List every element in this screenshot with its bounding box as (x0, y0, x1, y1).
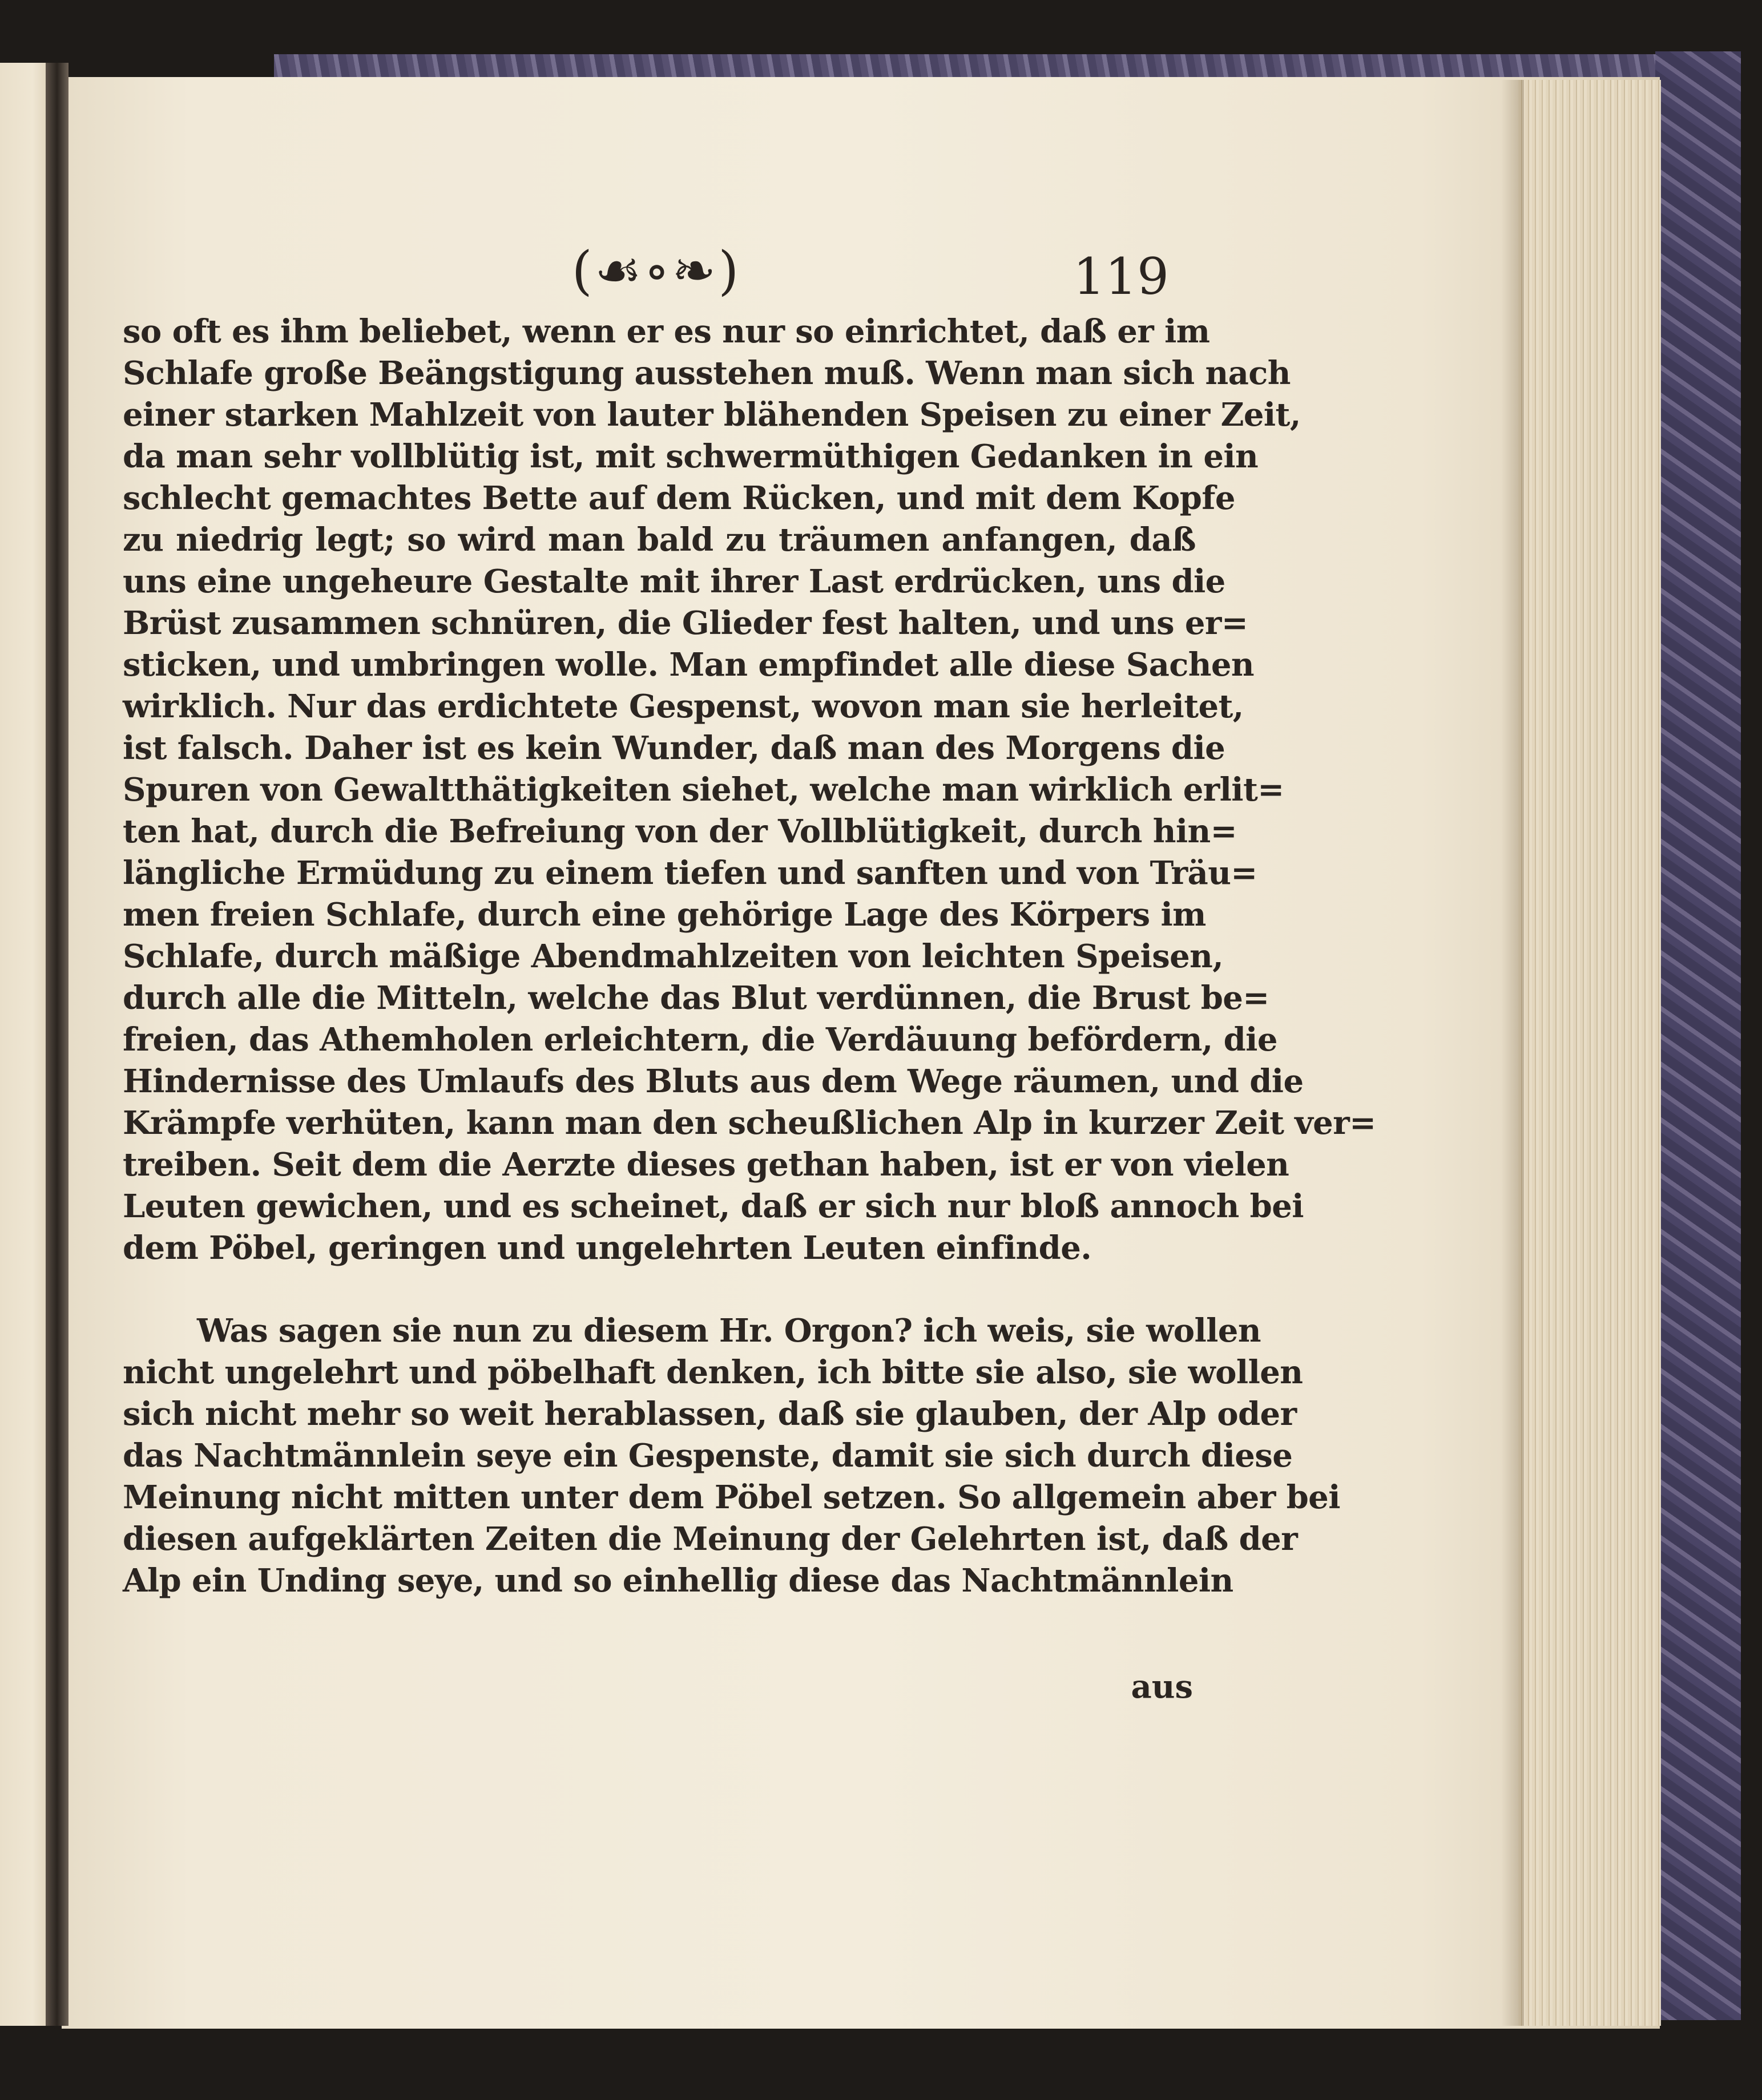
book-cover-right (1655, 51, 1741, 2020)
text-line: da man sehr vollblütig ist, mit schwermüthigen Gedanken in ein (123, 438, 1259, 475)
page-edge-stack (1518, 80, 1661, 2026)
text-line: ten hat, durch die Befreiung von der Vollblütigkeit, durch hin= (123, 813, 1237, 850)
text-line: men freien Schlafe, durch eine gehörige Lage des Körpers im (123, 896, 1206, 934)
text-line: Alp ein Unding seye, und so einhellig diese das Nachtmännlein (123, 1562, 1233, 1600)
text-line: Meinung nicht mitten unter dem Pöbel setzen. So allgemein aber bei (123, 1479, 1340, 1516)
text-line: nicht ungelehrt und pöbelhaft denken, ich bitte sie also, sie wollen (123, 1354, 1303, 1391)
text-line: längliche Ermüdung zu einem tiefen und sanften und von Träu= (123, 854, 1257, 892)
text-line: das Nachtmännlein seye ein Gespenste, damit sie sich durch diese (123, 1437, 1293, 1475)
text-line: sticken, und umbringen wolle. Man empfindet alle diese Sachen (123, 646, 1255, 684)
paragraph-gap (123, 1269, 1196, 1310)
text-line: Krämpfe verhüten, kann man den scheußlichen Alp in kurzer Zeit ver= (123, 1104, 1376, 1142)
text-line: zu niedrig legt; so wird man bald zu träumen anfangen, daß (123, 521, 1196, 559)
paragraph-2 (123, 1310, 1340, 1602)
text-line: freien, das Athemholen erleichtern, die Verdäuung befördern, die (123, 1021, 1277, 1059)
text-line: Was sagen sie nun zu diesem Hr. Orgon? ich weis, sie wollen (197, 1312, 1261, 1350)
text-line: Schlafe, durch mäßige Abendmahlzeiten von leichten Speisen, (123, 938, 1224, 975)
paragraph-1 (123, 311, 1376, 1269)
book-gutter (46, 63, 68, 2026)
text-line: durch alle die Mitteln, welche das Blut verdünnen, die Brust be= (123, 979, 1269, 1017)
text-line: schlecht gemachtes Bette auf dem Rücken, und mit dem Kopfe (123, 479, 1235, 517)
text-line: Spuren von Gewaltthätigkeiten siehet, welche man wirklich erlit= (123, 771, 1284, 809)
text-line: Hindernisse des Umlaufs des Bluts aus dem Wege räumen, und die (123, 1063, 1304, 1100)
body-text (123, 311, 1376, 1602)
text-line: sich nicht mehr so weit herablassen, daß sie glauben, der Alp oder (123, 1395, 1297, 1433)
text-line: so oft es ihm beliebet, wenn er es nur so einrichtet, daß er im (123, 313, 1210, 350)
text-line: ist falsch. Daher ist es kein Wunder, daß man des Morgens die (123, 729, 1225, 767)
text-line: dem Pöbel, geringen und ungelehrten Leuten einfinde. (123, 1229, 1092, 1267)
text-line: diesen aufgeklärten Zeiten die Meinung der Gelehrten ist, daß der (123, 1520, 1298, 1558)
text-line: Schlafe große Beängstigung ausstehen muß. Wenn man sich nach (123, 354, 1291, 392)
catchword: aus (1131, 1668, 1193, 1706)
text-line: Brüst zusammen schnüren, die Glieder fest halten, und uns er= (123, 604, 1248, 642)
text-line: einer starken Mahlzeit von lauter blähenden Speisen zu einer Zeit, (123, 396, 1301, 434)
text-line: treiben. Seit dem die Aerzte dieses gethan haben, ist er von vielen (123, 1146, 1289, 1184)
text-line: uns eine ungeheure Gestalte mit ihrer Last erdrücken, uns die (123, 563, 1225, 600)
header-ornament: (☙∘❧) (571, 240, 741, 301)
text-line: Leuten gewichen, und es scheinet, daß er sich nur bloß annoch bei (123, 1188, 1304, 1225)
page-edge-shadow (1501, 80, 1524, 2026)
text-line: wirklich. Nur das erdichtete Gespenst, wovon man sie herleitet, (123, 688, 1244, 725)
page-number: 119 (1073, 247, 1169, 306)
